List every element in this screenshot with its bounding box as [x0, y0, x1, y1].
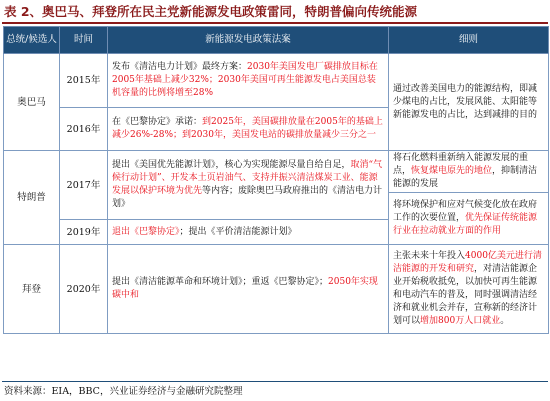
body-text: ；提出《平价清洁能源计划》 [179, 226, 297, 237]
policy-cell [108, 151, 389, 220]
body-text: 将石化燃料重新纳入能源发展的重点， [393, 153, 529, 176]
detail-cell [389, 151, 549, 193]
detail-cell [389, 245, 549, 334]
body-text: 等内容；废除奥巴马政府推出的《清洁电力计划》 [112, 186, 383, 209]
highlight-text: 退出《巴黎协定》 [112, 226, 180, 237]
leader-trump: 特朗普 [4, 151, 60, 245]
leader-biden: 拜登 [4, 245, 60, 334]
detail-cell [389, 54, 549, 151]
policy-table [3, 26, 549, 334]
header-policy: 新能源发电政策法案 [108, 27, 389, 54]
body-text: 提出《清洁能源革命和环境计划》；重返《巴黎协定》； [112, 277, 329, 287]
table-row [4, 54, 549, 108]
body-text: 。 [500, 316, 510, 326]
body-text: 通过改善美国电力的能源结构，即减少煤电的占比，发展风能、太阳能等新能源发电的占比，达到减排的目的 [393, 83, 538, 120]
footer-divider [2, 381, 548, 382]
leader-obama: 奥巴马 [4, 54, 60, 151]
header-detail: 细则 [389, 27, 549, 54]
header-leader: 总统/候选人 [4, 27, 60, 54]
title-divider [2, 22, 548, 24]
year-cell: 2020年 [60, 245, 108, 334]
body-text: 主张未来十年投入 [393, 251, 466, 261]
highlight-text: 恢复煤电原先的地位 [411, 166, 493, 176]
body-text: ，对清洁能源企业开始税收抵免，以加快可再生能源和电动汽车的普及，同时强调清洁经济和就业机会并存，宣称新的经济计划可以 [393, 264, 538, 326]
detail-cell [389, 193, 549, 245]
body-text: ，抑制清洁能源的发展 [393, 166, 538, 189]
year-cell: 2017年 [60, 151, 108, 220]
year-cell: 2015年 [60, 54, 108, 108]
highlight-text: 2030年美国发电厂碳排放目标在2005年基础上减少32%；2030年美国可再生能源发电占美国总装机容量的比例将增至28% [112, 62, 378, 98]
body-text: 将环境保护和应对气候变化放在政府工作的次要位置， [393, 200, 538, 223]
highlight-text: 2050年实现碳中和 [112, 277, 378, 300]
policy-cell [108, 220, 389, 245]
table-title: 表 2、奥巴马、拜登所在民主党新能源发电政策雷同，特朗普偏向传统能源 [4, 4, 418, 19]
highlight-text: 到2025年，美国碳排放量在2005年的基础上减少26%-28%；到2030年，美国发电站的碳排放量减少三分之一 [112, 117, 383, 140]
year-cell: 2016年 [60, 108, 108, 151]
table-row [4, 151, 549, 193]
table-row [4, 245, 549, 334]
header-row [4, 27, 549, 54]
body-text: 在《巴黎协定》承诺： [112, 117, 203, 127]
policy-cell [108, 54, 389, 108]
highlight-text: 优先保证传统能源行业在拉动就业方面的作用 [393, 213, 538, 236]
header-time: 时间 [60, 27, 108, 54]
policy-cell [108, 108, 389, 151]
year-cell: 2019年 [60, 220, 108, 245]
highlight-text: 4000亿美元进行清洁能源的开发和研究 [393, 251, 542, 274]
highlight-text: 增加800万人口就业 [420, 316, 501, 326]
body-text: 提出《美国优先能源计划》，核心为实现能源尽量自给自足， [112, 160, 351, 170]
policy-cell [108, 245, 389, 334]
body-text: 发布《清洁电力计划》最终方案： [112, 62, 248, 72]
highlight-text: 取消“气候行动计划”、开发本土页岩油气、支持并振兴清洁煤炭工业、能源发展以保护环境为优先 [112, 160, 383, 196]
source-note: 资料来源：EIA，BBC，兴业证券经济与金融研究院整理 [4, 386, 243, 397]
